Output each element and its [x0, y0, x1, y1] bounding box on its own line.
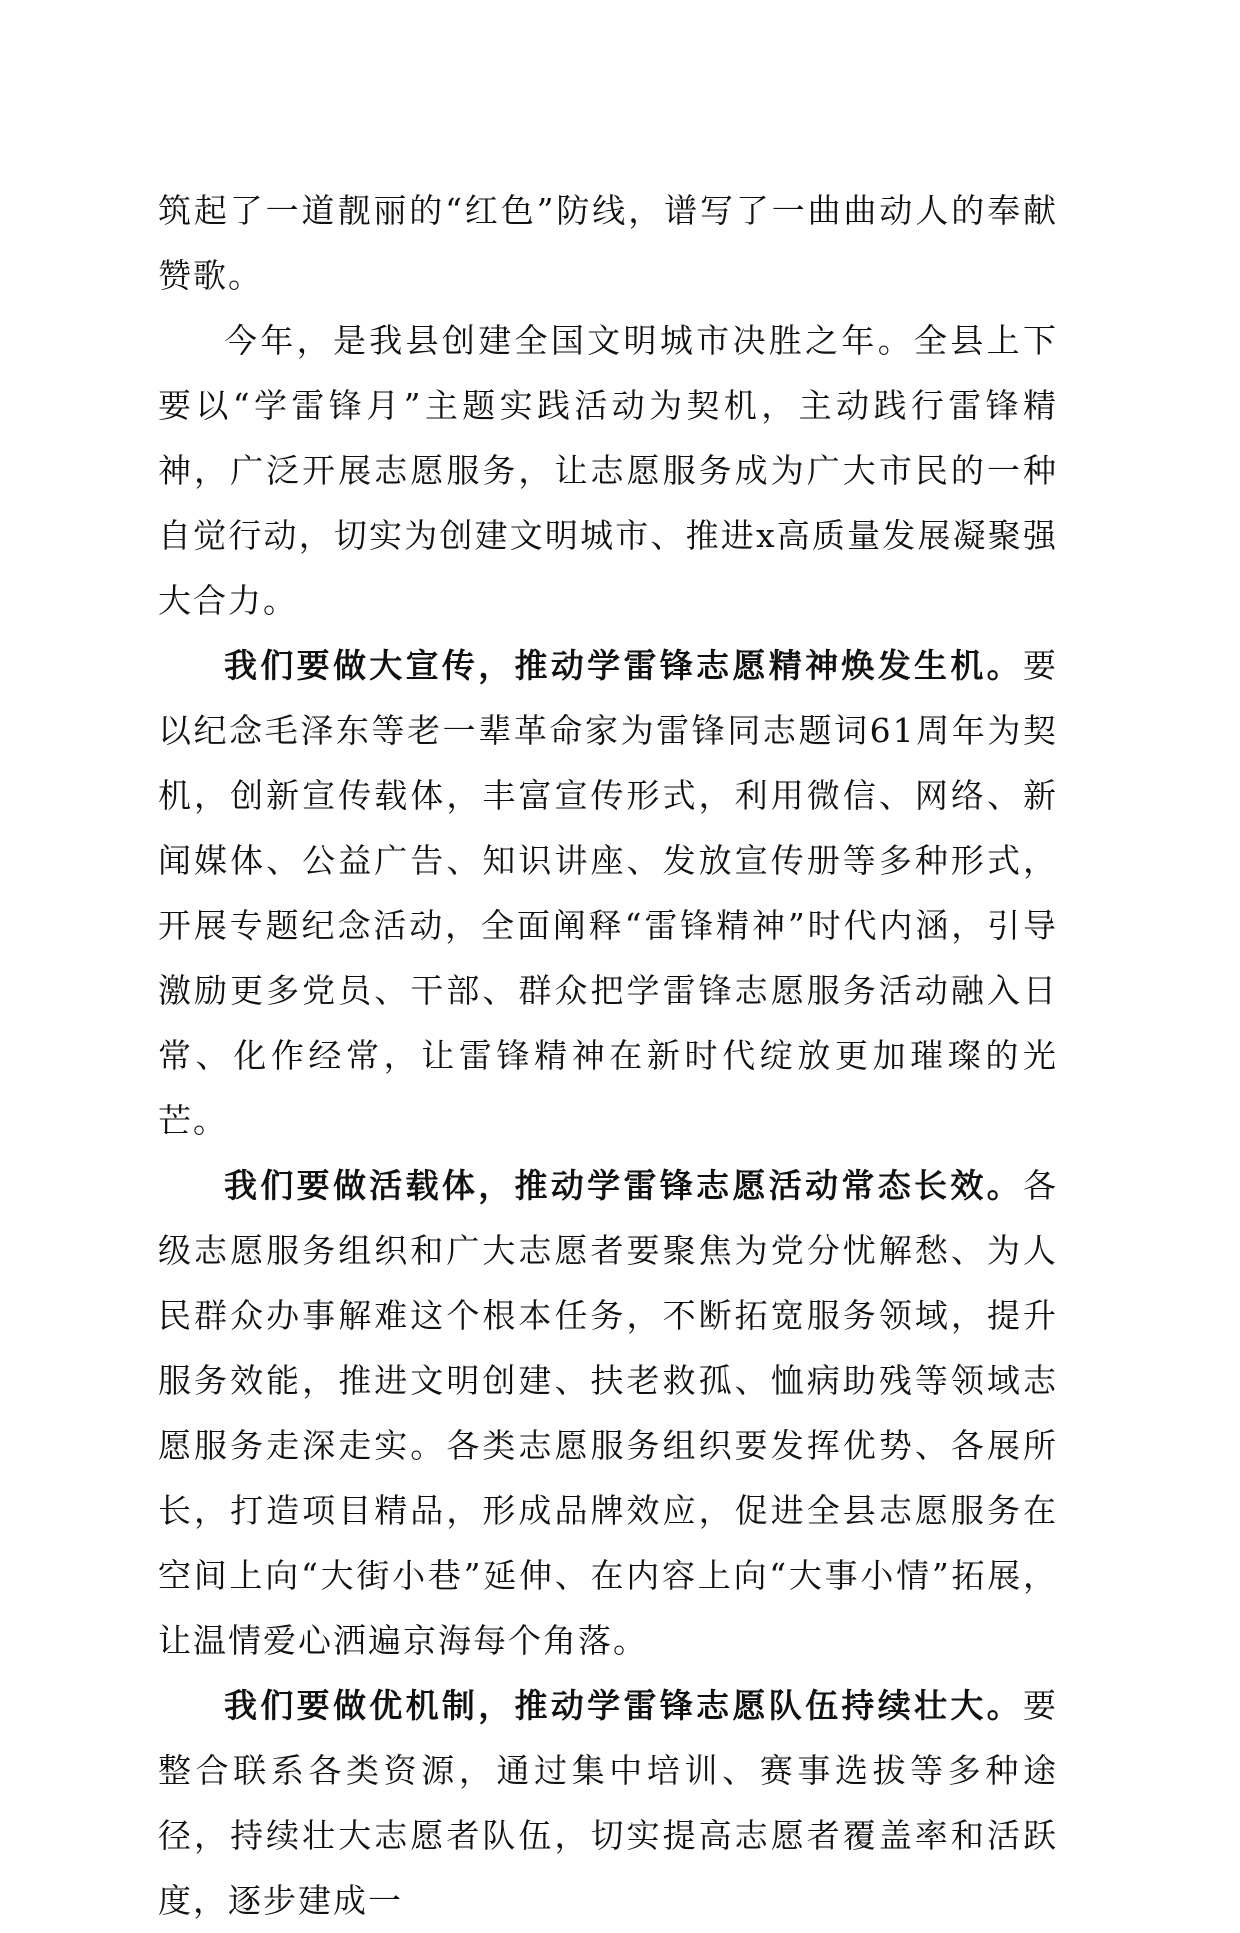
paragraph-3-text: 要以纪念毛泽东等老一辈革命家为雷锋同志题词61周年为契机，创新宣传载体，丰富宣传形式，利用微信、网络、新闻媒体、公益广告、知识讲座、发放宣传册等多种形式，开展专题纪念活动，全面阐释“雷锋精神”时代内涵，引导激励更多党员、干部、群众把学雷锋志愿服务活动融入日常、化作经常，让雷锋精神在新时代绽放更加璀璨的光芒。 — [158, 646, 1058, 1140]
paragraph-2-text: 今年，是我县创建全国文明城市决胜之年。全县上下要以“学雷锋月”主题实践活动为契机，主动践行雷锋精神，广泛开展志愿服务，让志愿服务成为广大市民的一种自觉行动，切实为创建文明城市、推进x高质量发展凝聚强大合力。 — [158, 321, 1058, 620]
paragraph-3-lead-heading: 我们要做大宣传，推动学雷锋志愿精神焕发生机。 — [224, 646, 1023, 685]
paragraph-5 — [158, 1673, 1058, 1933]
paragraph-1-text: 筑起了一道靓丽的“红色”防线，谱写了一曲曲动人的奉献赞歌。 — [158, 191, 1058, 295]
paragraph-1 — [158, 178, 1058, 308]
paragraph-5-lead-heading: 我们要做优机制，推动学雷锋志愿队伍持续壮大。 — [224, 1686, 1023, 1725]
paragraph-4-lead-heading: 我们要做活载体，推动学雷锋志愿活动常态长效。 — [224, 1166, 1023, 1205]
document-page — [158, 178, 1058, 1933]
paragraph-5-text: 要整合联系各类资源，通过集中培训、赛事选拔等多种途径，持续壮大志愿者队伍，切实提高志愿者覆盖率和活跃度，逐步建成一 — [158, 1686, 1058, 1920]
paragraph-3 — [158, 633, 1058, 1153]
paragraph-4 — [158, 1153, 1058, 1673]
paragraph-4-text: 各级志愿服务组织和广大志愿者要聚焦为党分忧解愁、为人民群众办事解难这个根本任务，不断拓宽服务领域，提升服务效能，推进文明创建、扶老救孤、恤病助残等领域志愿服务走深走实。各类志愿服务组织要发挥优势、各展所长，打造项目精品，形成品牌效应，促进全县志愿服务在空间上向“大街小巷”延伸、在内容上向“大事小情”拓展，让温情爱心洒遍京海每个角落。 — [158, 1166, 1058, 1660]
paragraph-2 — [158, 308, 1058, 633]
